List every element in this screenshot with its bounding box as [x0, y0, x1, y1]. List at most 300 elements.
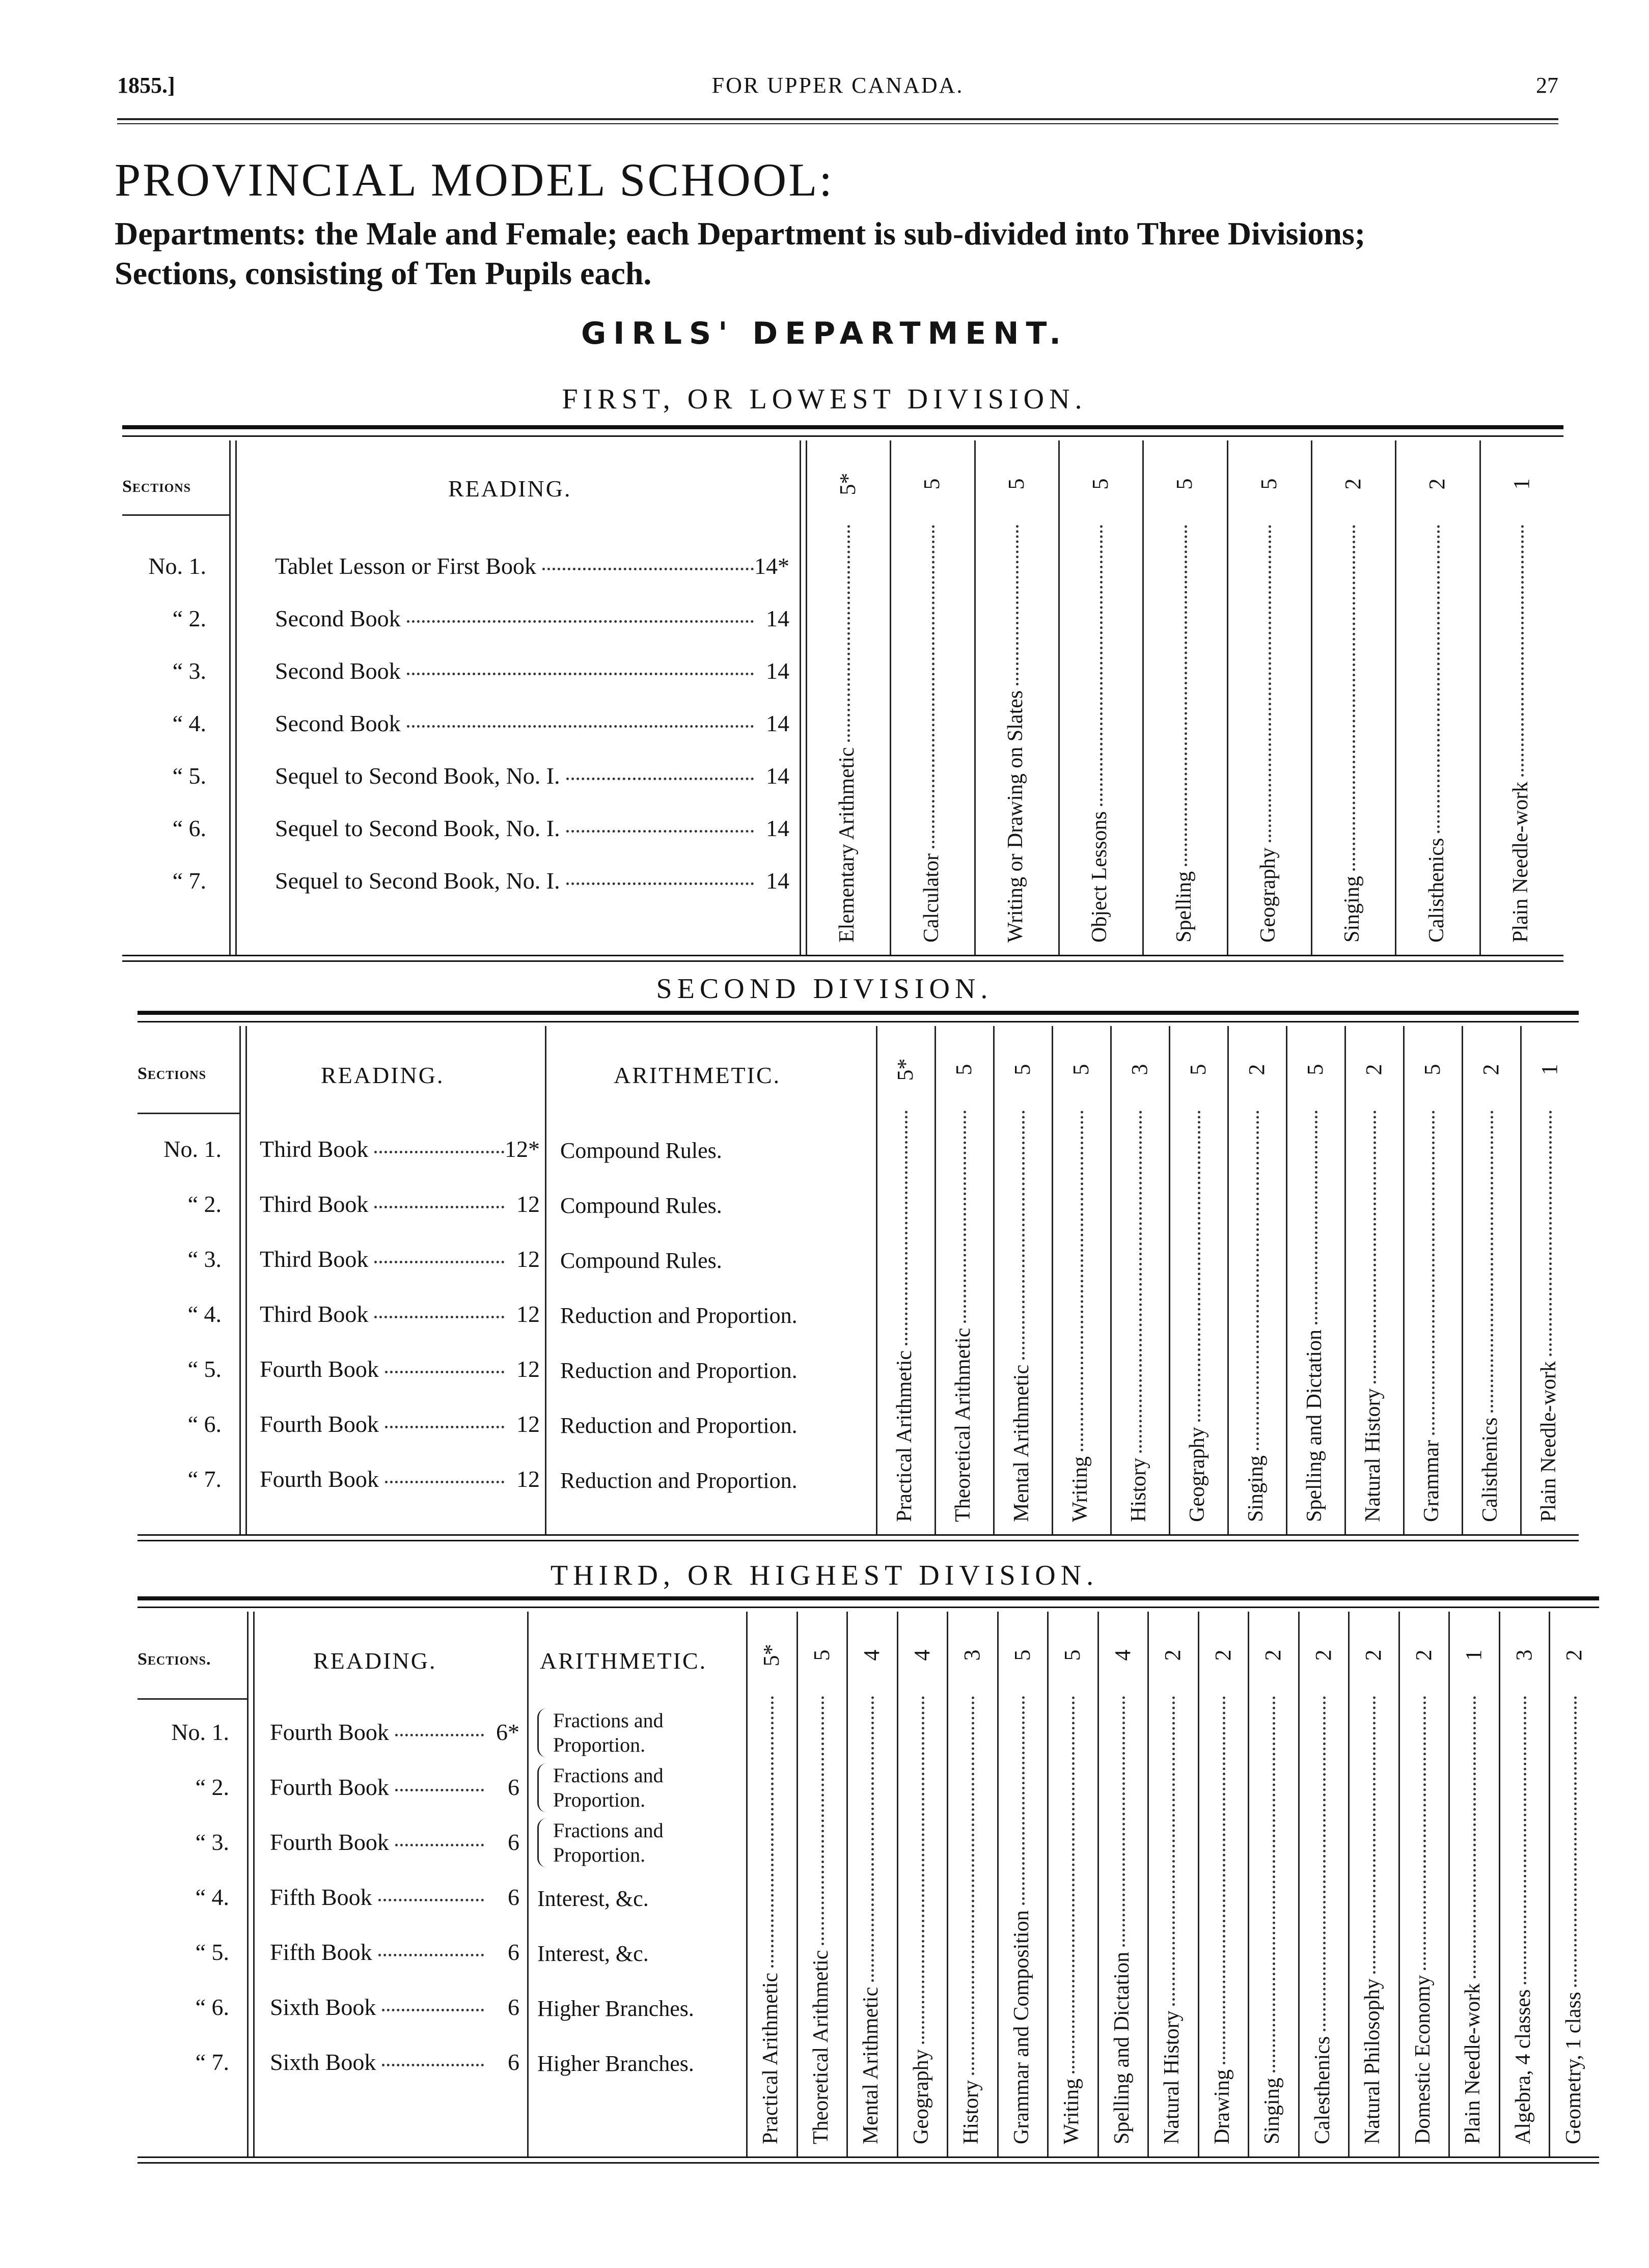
subject-hours: 5	[1003, 478, 1029, 490]
subject-column	[1227, 440, 1311, 955]
subject-name: Theoretical Arithmetic	[951, 1327, 975, 1522]
section-number: “ 5.	[195, 1939, 229, 1965]
dot-leader	[1223, 1696, 1225, 2064]
subject-name: Grammar	[1420, 1440, 1444, 1522]
subject-label	[1244, 1111, 1268, 1522]
arithmetic-topic: Reduction and Proportion.	[560, 1413, 798, 1438]
subject-column	[1395, 440, 1479, 955]
dot-leader	[1072, 1696, 1075, 2073]
sections-header: Sections	[138, 1064, 206, 1083]
column-divider	[545, 1026, 546, 1534]
section-number: “ 6.	[195, 1994, 229, 2020]
subject-column	[1286, 1026, 1344, 1534]
section-number: “ 4.	[172, 710, 206, 736]
subject-column	[974, 440, 1058, 955]
reading-book: Sixth Book	[270, 1994, 376, 2020]
reading-hours: 14	[766, 658, 789, 684]
subject-name: Spelling and Dictation	[1303, 1330, 1327, 1522]
subject-label	[1003, 525, 1028, 943]
dot-leader	[1198, 1111, 1200, 1422]
subject-name: Drawing	[1210, 2069, 1234, 2144]
subject-column	[1058, 440, 1142, 955]
subject-label	[835, 525, 859, 943]
table-bottom-rule	[138, 1534, 1579, 1541]
column-divider	[229, 440, 231, 955]
subject-label	[1561, 1696, 1586, 2144]
header-rule-thin	[117, 123, 1558, 124]
section-number: “ 6.	[172, 815, 206, 841]
subject-column	[1227, 1026, 1286, 1534]
section-number: “ 4.	[187, 1301, 222, 1327]
arithmetic-topic: Higher Branches.	[537, 1996, 694, 2021]
subject-label	[1411, 1696, 1435, 2144]
reading-hours: 14	[766, 815, 789, 841]
subject-hours: 2	[1424, 478, 1450, 490]
reading-header: READING.	[321, 1062, 445, 1088]
subject-name: Geography	[909, 2049, 933, 2144]
subject-hours: 5	[1009, 1649, 1035, 1661]
subject-label	[1478, 1111, 1502, 1522]
subject-name: Mental Arithmetic	[859, 1986, 883, 2144]
subject-hours: 5	[1172, 478, 1197, 490]
subject-hours: 5	[951, 1064, 976, 1075]
subject-column	[1398, 1612, 1449, 2156]
subject-name: Plain Needle-work	[1537, 1361, 1561, 1522]
subject-name: Elementary Arithmetic	[835, 747, 859, 943]
sections-header: Sections.	[138, 1650, 211, 1669]
subject-column	[1047, 1612, 1097, 2156]
reading-hours: 12	[516, 1246, 540, 1272]
section-number: “ 3.	[172, 658, 206, 684]
page-number: 27	[1536, 73, 1558, 98]
subject-hours: 2	[1478, 1064, 1503, 1075]
arithmetic-topic: Compound Rules.	[560, 1193, 722, 1218]
reading-book: Fifth Book	[270, 1939, 372, 1965]
reading-hours: 6*	[496, 1719, 519, 1745]
dot-leader	[1521, 525, 1524, 777]
subject-column	[1448, 1612, 1499, 2156]
dot-leader	[847, 525, 850, 742]
dot-leader	[1373, 1111, 1376, 1384]
subject-hours: 2	[1244, 1064, 1269, 1075]
subject-label	[809, 1696, 833, 2144]
header-divider	[122, 514, 229, 516]
subject-hours: 5*	[893, 1058, 918, 1081]
subject-label	[1126, 1111, 1151, 1522]
arithmetic-header: ARITHMETIC.	[540, 1648, 707, 1674]
sections-header: Sections	[122, 477, 191, 496]
reading-book: Third Book	[260, 1191, 369, 1217]
reading-book: Third Book	[260, 1136, 369, 1162]
subtitle-line-2: Sections, consisting of Ten Pupils each.	[115, 255, 652, 291]
subject-label	[1087, 525, 1112, 943]
subject-hours: 2	[1210, 1649, 1235, 1661]
subject-name: Writing	[1060, 2079, 1084, 2144]
subject-label	[1310, 1696, 1335, 2144]
subject-name: Geography	[1186, 1427, 1210, 1522]
dot-leader	[1432, 1111, 1435, 1435]
subject-name: Singing	[1260, 2078, 1284, 2144]
running-title: FOR UPPER CANADA.	[711, 73, 964, 98]
subject-name: Theoretical Arithmetic	[809, 1950, 833, 2144]
dot-leader	[771, 1696, 774, 1968]
subject-label	[1160, 1696, 1184, 2144]
subject-column	[947, 1612, 997, 2156]
subject-column	[997, 1612, 1048, 2156]
dot-leader	[1022, 1696, 1025, 1905]
dot-leader	[1185, 525, 1187, 866]
subject-label	[1210, 1696, 1234, 2144]
subject-name: Grammar and Composition	[1009, 1910, 1033, 2144]
dot-leader	[821, 1696, 823, 1945]
subject-label	[758, 1696, 783, 2144]
subject-name: Practical Arithmetic	[893, 1350, 917, 1522]
subject-name: Natural History	[1160, 2010, 1184, 2144]
subject-hours: 5	[1059, 1649, 1085, 1661]
section-number: “ 5.	[172, 763, 206, 789]
subject-name: Geometry, 1 class	[1561, 1992, 1585, 2144]
running-header	[117, 72, 1558, 108]
subject-name: Singing	[1340, 876, 1364, 943]
subject-name: History	[1127, 1458, 1151, 1522]
subject-hours: 5	[1420, 1064, 1445, 1075]
subject-label	[1260, 1696, 1284, 2144]
subject-hours: 2	[1361, 1064, 1386, 1075]
subject-hours: 5	[919, 478, 945, 490]
subject-column	[1311, 440, 1395, 955]
subject-name: Calisthenics	[1478, 1417, 1502, 1522]
subject-column	[1169, 1026, 1227, 1534]
header-rule	[117, 118, 1558, 120]
arithmetic-topic: Reduction and Proportion.	[560, 1358, 798, 1383]
subject-hours: 1	[1537, 1064, 1562, 1075]
subject-column	[890, 440, 974, 955]
dot-leader	[1437, 525, 1440, 833]
dot-leader	[932, 525, 935, 848]
subject-hours: 5*	[758, 1644, 784, 1667]
reading-hours: 6	[508, 2049, 519, 2075]
column-divider	[253, 1612, 255, 2156]
arithmetic-topic: Fractions and Proportion.	[537, 1763, 726, 1812]
dot-leader	[1549, 1111, 1552, 1356]
reading-book: Fourth Book	[270, 1774, 389, 1800]
subject-column	[1052, 1026, 1110, 1534]
subject-column	[1348, 1612, 1398, 2156]
dot-leader	[1016, 525, 1019, 685]
arithmetic-header: ARITHMETIC.	[614, 1062, 781, 1088]
arithmetic-topic: Higher Branches.	[537, 2051, 694, 2076]
subject-label	[1536, 1111, 1561, 1522]
subject-label	[1361, 1111, 1385, 1522]
reading-book: Fifth Book	[270, 1884, 372, 1910]
subject-label	[1059, 1696, 1084, 2144]
dot-leader	[1081, 1111, 1083, 1451]
reading-book: Sequel to Second Book, No. I.	[275, 815, 560, 841]
subject-column	[1520, 1026, 1579, 1534]
dot-leader	[922, 1696, 924, 2044]
subject-hours: 4	[859, 1649, 884, 1661]
subject-label	[1508, 525, 1533, 943]
column-divider	[247, 1612, 249, 2156]
column-divider	[239, 1026, 241, 1534]
dot-leader	[1122, 1696, 1125, 1947]
reading-book: Fourth Book	[260, 1356, 379, 1382]
subject-label	[859, 1696, 883, 2144]
subject-name: Calculator	[919, 853, 943, 943]
dot-leader	[1100, 525, 1103, 806]
reading-hours: 12	[516, 1411, 540, 1437]
section-number: No. 1.	[163, 1136, 222, 1162]
section-number: “ 3.	[187, 1246, 222, 1272]
section-number: “ 3.	[195, 1829, 229, 1855]
subject-label	[1424, 525, 1449, 943]
column-divider	[245, 1026, 247, 1534]
subject-label	[951, 1111, 975, 1522]
subject-label	[959, 1696, 983, 2144]
subject-column	[846, 1612, 897, 2156]
arithmetic-topic: Compound Rules.	[560, 1248, 722, 1273]
subject-label	[919, 525, 944, 943]
subject-label	[909, 1696, 933, 2144]
subject-column	[1479, 440, 1563, 955]
subject-hours: 5	[1186, 1064, 1211, 1075]
section-number: No. 1.	[148, 553, 206, 579]
subject-column	[1147, 1612, 1198, 2156]
subject-hours: 5	[809, 1649, 834, 1661]
subject-label	[892, 1111, 917, 1522]
arithmetic-topic: Compound Rules.	[560, 1138, 722, 1163]
subject-label	[1256, 525, 1280, 943]
third-division-title: THIRD, OR HIGHEST DIVISION.	[550, 1560, 1099, 1591]
first-division-table	[122, 425, 1563, 965]
subject-column	[897, 1612, 947, 2156]
reading-book: Second Book	[275, 710, 401, 736]
subject-name: Domestic Economy	[1411, 1975, 1435, 2144]
subject-name: Object Lessons	[1088, 811, 1112, 943]
dot-leader	[1353, 525, 1355, 871]
subject-hours: 2	[1411, 1649, 1436, 1661]
arithmetic-topic: Interest, &c.	[537, 1886, 649, 1911]
reading-hours: 14	[766, 605, 789, 631]
subject-name: Spelling	[1172, 871, 1196, 943]
reading-hours: 12*	[505, 1136, 540, 1162]
subject-column	[1344, 1026, 1403, 1534]
section-number: “ 7.	[187, 1466, 222, 1492]
subject-column	[796, 1612, 847, 2156]
dot-leader	[964, 1111, 966, 1323]
table-top-rule	[122, 425, 1563, 437]
column-divider	[800, 440, 801, 955]
subject-column	[1110, 1026, 1169, 1534]
section-number: “ 2.	[195, 1774, 229, 1800]
subject-column	[1097, 1612, 1148, 2156]
dot-leader	[1373, 1696, 1376, 1974]
subject-hours: 4	[1110, 1649, 1135, 1661]
reading-book: Fourth Book	[270, 1719, 389, 1745]
reading-hours: 14	[766, 868, 789, 894]
department-heading: GIRLS' DEPARTMENT.	[581, 316, 1068, 351]
subject-hours: 5	[1256, 478, 1281, 490]
reading-book: Fourth Book	[260, 1411, 379, 1437]
reading-header: READING.	[313, 1648, 437, 1674]
reading-hours: 6	[508, 1994, 519, 2020]
subject-hours: 5	[1068, 1064, 1093, 1075]
year-label: 1855.]	[117, 73, 175, 98]
section-number: “ 5.	[187, 1356, 222, 1382]
dot-leader	[1172, 1696, 1175, 2006]
third-division-table	[138, 1596, 1599, 2172]
subject-hours: 5	[1088, 478, 1113, 490]
subject-column	[1298, 1612, 1349, 2156]
subject-column	[1198, 1612, 1248, 2156]
second-division-title: SECOND DIVISION.	[656, 973, 993, 1005]
dot-leader	[1524, 1696, 1526, 1984]
reading-hours: 12	[516, 1356, 540, 1382]
dot-leader	[972, 1696, 974, 2075]
subject-name: Calesthenics	[1310, 2036, 1334, 2144]
subject-hours: 1	[1461, 1649, 1487, 1661]
dot-leader	[1315, 1111, 1317, 1324]
column-divider	[527, 1612, 529, 2156]
subject-column	[1142, 440, 1226, 955]
section-number: No. 1.	[171, 1719, 229, 1745]
reading-hours: 12	[516, 1301, 540, 1327]
dot-leader	[1473, 1696, 1476, 1978]
reading-book: Second Book	[275, 658, 401, 684]
reading-book: Third Book	[260, 1301, 369, 1327]
subject-column	[935, 1026, 993, 1534]
table-top-rule	[138, 1596, 1599, 1608]
subject-name: Writing	[1068, 1456, 1092, 1522]
subject-name: Writing or Drawing on Slates	[1004, 690, 1028, 943]
subject-name: Calisthenics	[1424, 838, 1448, 943]
subject-label	[1511, 1696, 1535, 2144]
dot-leader	[1269, 525, 1271, 842]
reading-hours: 14*	[754, 553, 789, 579]
subject-label	[1340, 525, 1364, 943]
subject-label	[1009, 1696, 1034, 2144]
reading-header: READING.	[448, 476, 572, 502]
page-title: PROVINCIAL MODEL SCHOOL:	[115, 154, 834, 206]
subject-label	[1461, 1696, 1485, 2144]
section-number: “ 7.	[172, 868, 206, 894]
section-number: “ 2.	[172, 605, 206, 631]
table-bottom-rule	[138, 2156, 1599, 2164]
dot-leader	[1491, 1111, 1493, 1413]
subject-label	[1172, 525, 1196, 943]
reading-hours: 6	[508, 1829, 519, 1855]
subject-hours: 1	[1508, 478, 1534, 490]
subject-label	[1302, 1111, 1327, 1522]
arithmetic-topic: Reduction and Proportion.	[560, 1468, 798, 1493]
section-number: “ 6.	[187, 1411, 222, 1437]
table-top-rule	[138, 1011, 1579, 1022]
subject-label	[1419, 1111, 1444, 1522]
subject-column	[1462, 1026, 1520, 1534]
subject-hours: 2	[1310, 1649, 1336, 1661]
subject-name: Natural Philosophy	[1361, 1978, 1385, 2144]
column-divider	[235, 440, 237, 955]
subject-name: History	[959, 2080, 983, 2144]
subject-hours: 5*	[835, 473, 861, 495]
subject-column	[1248, 1612, 1298, 2156]
subject-hours: 5	[1010, 1064, 1035, 1075]
subject-column	[1499, 1612, 1549, 2156]
subject-label	[1360, 1696, 1385, 2144]
dot-leader	[1022, 1111, 1025, 1360]
subject-name: Plain Needle-work	[1461, 1983, 1485, 2144]
reading-book: Sixth Book	[270, 2049, 376, 2075]
subject-name: Spelling and Dictation	[1110, 1952, 1134, 2144]
subject-label	[1009, 1111, 1034, 1522]
first-division-title: FIRST, OR LOWEST DIVISION.	[562, 383, 1087, 415]
subject-name: Geography	[1256, 847, 1280, 943]
section-number: “ 2.	[187, 1191, 222, 1217]
reading-book: Fourth Book	[270, 1829, 389, 1855]
subject-name: Practical Arithmetic	[759, 1972, 783, 2144]
table-bottom-rule	[122, 955, 1563, 962]
subject-name: Singing	[1244, 1455, 1268, 1522]
subject-hours: 2	[1160, 1649, 1185, 1661]
subject-label	[1110, 1696, 1134, 2144]
reading-hours: 12	[516, 1191, 540, 1217]
subject-column	[806, 440, 890, 955]
subject-hours: 2	[1561, 1649, 1587, 1661]
arithmetic-topic: Fractions and Proportion.	[537, 1708, 726, 1757]
dot-leader	[1323, 1696, 1326, 2031]
reading-book: Sequel to Second Book, No. I.	[275, 763, 560, 789]
dot-leader	[871, 1696, 874, 1982]
reading-hours: 14	[766, 710, 789, 736]
subject-name: Algebra, 4 classes	[1511, 1989, 1535, 2144]
reading-book: Tablet Lesson or First Book	[275, 553, 536, 579]
subject-hours: 3	[1127, 1064, 1152, 1075]
reading-book: Sequel to Second Book, No. I.	[275, 868, 560, 894]
dot-leader	[1256, 1111, 1259, 1450]
arithmetic-topic: Interest, &c.	[537, 1941, 649, 1966]
reading-book: Second Book	[275, 605, 401, 631]
reading-hours: 6	[508, 1939, 519, 1965]
dot-leader	[1139, 1111, 1142, 1453]
subject-label	[1068, 1111, 1092, 1522]
section-number: “ 7.	[195, 2049, 229, 2075]
reading-hours: 6	[508, 1774, 519, 1800]
dot-leader	[1574, 1696, 1576, 1987]
reading-book: Third Book	[260, 1246, 369, 1272]
subtitle-line-1: Departments: the Male and Female; each Department is sub-divided into Three Divisions;	[115, 215, 1366, 252]
subject-hours: 3	[1511, 1649, 1536, 1661]
reading-hours: 6	[508, 1884, 519, 1910]
reading-hours: 12	[516, 1466, 540, 1492]
dot-leader	[1423, 1696, 1426, 1970]
subject-column	[876, 1026, 935, 1534]
reading-hours: 14	[766, 763, 789, 789]
arithmetic-topic: Fractions and Proportion.	[537, 1818, 726, 1867]
subject-hours: 2	[1260, 1649, 1286, 1661]
dot-leader	[1273, 1696, 1275, 2072]
dot-leader	[905, 1111, 908, 1345]
subject-column	[1549, 1612, 1599, 2156]
header-divider	[138, 1698, 247, 1700]
section-number: “ 4.	[195, 1884, 229, 1910]
subject-name: Mental Arithmetic	[1010, 1364, 1034, 1522]
header-divider	[138, 1113, 239, 1114]
subject-hours: 5	[1303, 1064, 1328, 1075]
subject-name: Natural History	[1361, 1388, 1385, 1522]
subject-column	[1403, 1026, 1462, 1534]
subject-hours: 2	[1361, 1649, 1386, 1661]
second-division-table	[138, 1011, 1579, 1553]
